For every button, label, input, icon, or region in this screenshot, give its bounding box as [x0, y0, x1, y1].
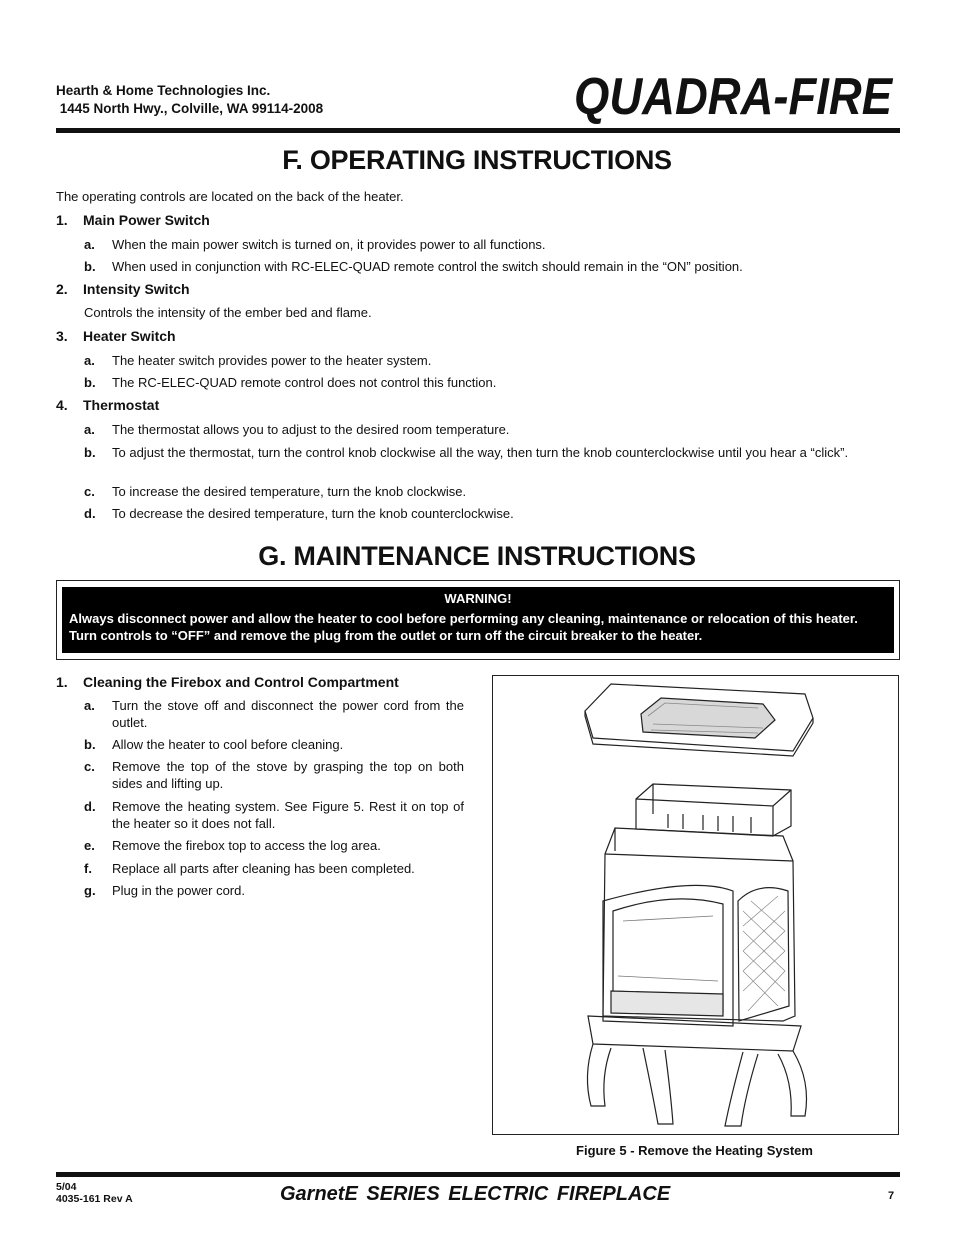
section-g-title: G. MAINTENANCE INSTRUCTIONS [258, 541, 696, 571]
list-item [84, 697, 464, 731]
item-letter: b. [84, 259, 96, 274]
item-letter: b. [84, 445, 96, 460]
section-f-intro: The operating controls are located on the back of the heater. [56, 189, 404, 204]
list-item [84, 758, 464, 792]
item-text: Remove the top of the stove by grasping the top on both sides and lifting up. [112, 759, 464, 791]
footer-series-title: GarnetE SERIES ELECTRIC FIREPLACE [280, 1183, 671, 1205]
item-text: The heater switch provides power to the heater system. [112, 353, 432, 368]
item-number: 4. [56, 397, 68, 413]
company-name: Hearth & Home Technologies Inc. [56, 83, 271, 98]
heating-system-unit [636, 784, 791, 836]
item-text: Turn the stove off and disconnect the power cord from the outlet. [112, 698, 464, 730]
page-number: 7 [888, 1190, 895, 1202]
item-letter: c. [84, 484, 95, 499]
section-g-item-1-heading [56, 674, 399, 690]
list-item [84, 860, 464, 877]
logo-text: QUADRA-FIRE [574, 68, 894, 126]
company-address: 1445 North Hwy., Colville, WA 99114-2008 [56, 101, 324, 116]
item-letter: a. [84, 237, 95, 252]
list-item [84, 444, 898, 461]
item-letter: b. [84, 375, 96, 390]
item-letter: a. [84, 698, 95, 713]
item-text: Controls the intensity of the ember bed and flame. [84, 305, 372, 320]
company-block [56, 82, 323, 118]
stove-illustration [493, 676, 898, 1134]
item-title: Main Power Switch [83, 212, 210, 228]
item-text: Replace all parts after cleaning has been completed. [112, 861, 415, 876]
warning-panel [62, 587, 894, 653]
item-text: Remove the firebox top to access the log area. [112, 838, 381, 853]
section-f-item-4-heading [56, 397, 159, 413]
section-f-item-3-heading [56, 328, 176, 344]
item-letter: d. [84, 799, 96, 814]
footer-date: 5/04 [56, 1181, 77, 1193]
list-item [84, 882, 464, 899]
item-letter: d. [84, 506, 96, 521]
item-text: Plug in the power cord. [112, 883, 245, 898]
item-number: 3. [56, 328, 68, 344]
item-text: When used in conjunction with RC-ELEC-QUAD remote control the switch should remain in the “ON” position. [112, 259, 743, 274]
list-item [84, 258, 898, 275]
header-rule [56, 128, 900, 133]
item-letter: a. [84, 422, 95, 437]
section-f-item-1-heading [56, 212, 210, 228]
item-title: Thermostat [83, 397, 160, 413]
item-letter: a. [84, 353, 95, 368]
item-text: The thermostat allows you to adjust to the desired room temperature. [112, 422, 510, 437]
list-item [84, 421, 898, 438]
item-letter: g. [84, 883, 96, 898]
footer-rule [56, 1172, 900, 1177]
item-number: 2. [56, 281, 68, 297]
item-letter: f. [84, 861, 92, 876]
footer-doc-number: 4035-161 Rev A [56, 1193, 133, 1205]
warning-text: Always disconnect power and allow the heater to cool before performing any cleaning, maintenance or relocation of this heater. Turn controls to “OFF” and remove the plug from the outlet or turn off the circuit breaker to the heater. [69, 611, 858, 643]
list-item [84, 374, 898, 391]
list-item [84, 483, 898, 500]
item-number: 1. [56, 212, 68, 228]
list-item [84, 798, 464, 832]
item-text: Allow the heater to cool before cleaning. [112, 737, 344, 752]
quadra-fire-logo [572, 64, 898, 124]
item-title: Cleaning the Firebox and Control Compartment [83, 674, 399, 690]
item-letter: e. [84, 838, 95, 853]
item-text: The RC-ELEC-QUAD remote control does not control this function. [112, 375, 497, 390]
warning-title: WARNING! [444, 591, 512, 606]
item-text: To adjust the thermostat, turn the control knob clockwise all the way, then turn the knob counterclockwise until you hear a “click”. [112, 445, 849, 460]
list-item [84, 736, 464, 753]
item-letter: b. [84, 737, 96, 752]
footer-doc-info [56, 1181, 133, 1205]
stove-body [603, 828, 795, 1026]
item-text: To increase the desired temperature, turn the knob clockwise. [112, 484, 467, 499]
item-letter: c. [84, 759, 95, 774]
figure-5-box [492, 675, 899, 1135]
item-text: Remove the heating system. See Figure 5. Rest it on top of the heater so it does not fall. [112, 799, 464, 831]
figure-caption: Figure 5 - Remove the Heating System [576, 1143, 813, 1158]
list-item [84, 837, 464, 854]
item-title: Heater Switch [83, 328, 176, 344]
list-item [84, 236, 898, 253]
item-text: To decrease the desired temperature, turn the knob counterclockwise. [112, 506, 514, 521]
item-number: 1. [56, 674, 68, 690]
item-text: When the main power switch is turned on, it provides power to all functions. [112, 237, 546, 252]
list-item [84, 352, 898, 369]
list-item [84, 505, 898, 522]
section-f-item-2-heading [56, 281, 190, 297]
item-title: Intensity Switch [83, 281, 190, 297]
warning-box [56, 580, 900, 660]
stove-base [587, 1016, 806, 1126]
stove-top-lid [585, 684, 813, 756]
section-f-title: F. OPERATING INSTRUCTIONS [282, 145, 672, 175]
